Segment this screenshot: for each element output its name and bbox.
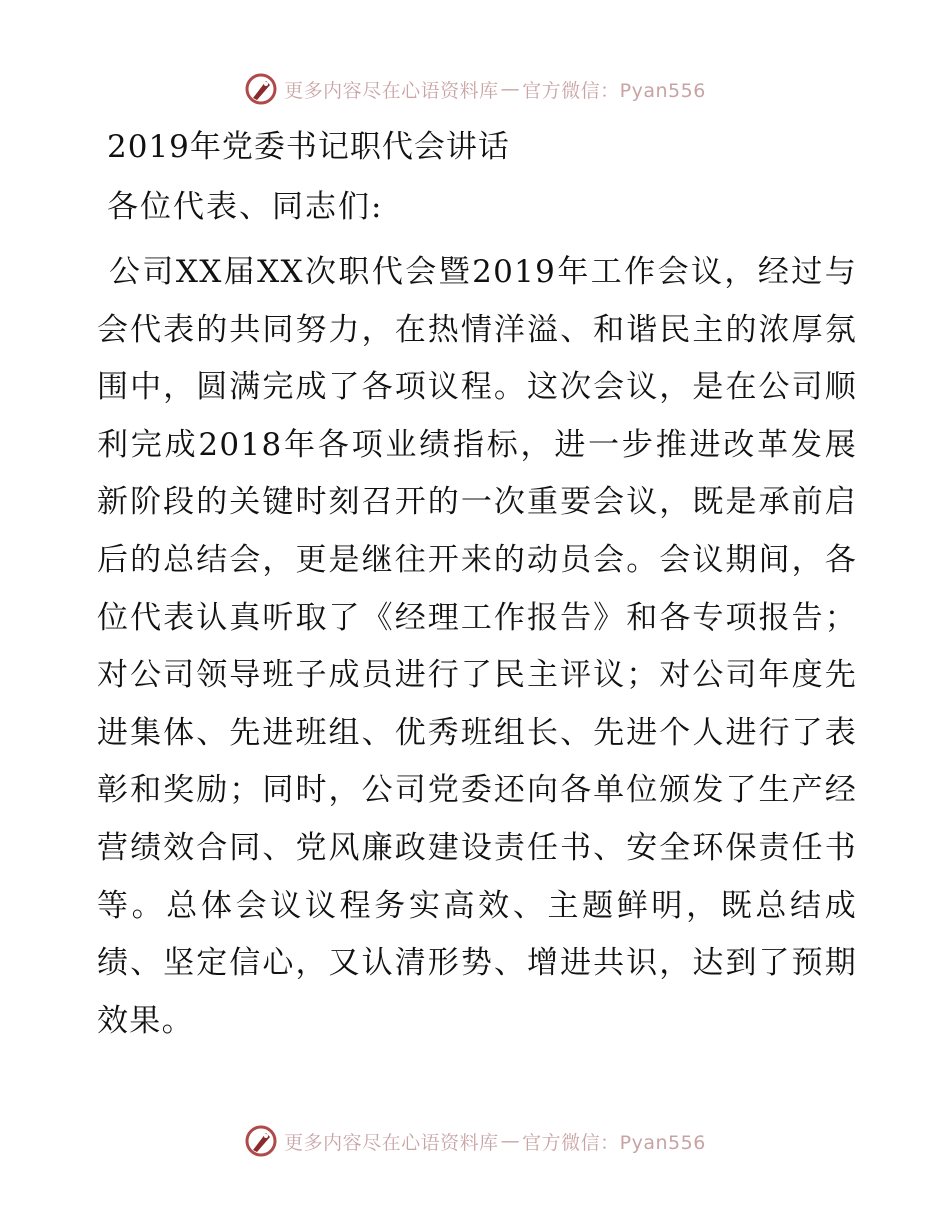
header-watermark xyxy=(0,72,950,106)
pen-nib-circle-icon xyxy=(244,1124,278,1158)
document-body xyxy=(97,124,857,1050)
pen-nib-circle-icon xyxy=(244,72,278,106)
greeting-line: 各位代表、同志们: xyxy=(107,189,384,225)
document-title: 2019年党委书记职代会讲话 xyxy=(107,129,510,165)
footer-watermark xyxy=(0,1124,950,1158)
body-paragraph: 公司XX届XX次职代会暨2019年工作会议，经过与会代表的共同努力，在热情洋溢、和谐民主的浓厚氛围中，圆满完成了各项议程。这次会议，是在公司顺利完成2018年各项业绩指标，进一步推进改革发展新阶段的关键时刻召开的一次重要会议，既是承前启后的总结会，更是继往开来的动员会。会议期间，各位代表认真听取了《经理工作报告》和各专项报告；对公司领导班子成员进行了民主评议；对公司年度先进集体、先进班组、优秀班组长、先进个人进行了表彰和奖励；同时，公司党委还向各单位颁发了生产经营绩效合同、党风廉政建设责任书、安全环保责任书等。总体会议议程务实高效、主题鲜明，既总结成绩、坚定信心，又认清形势、增进共识，达到了预期效果。 xyxy=(97,254,857,1039)
watermark-contact: 官方微信：Pyan556 xyxy=(522,79,706,102)
watermark-text: 更多内容尽在心语资料库 xyxy=(284,1131,499,1154)
watermark-contact: 官方微信：Pyan556 xyxy=(522,1131,706,1154)
watermark-separator: — xyxy=(500,1130,521,1152)
watermark-separator: — xyxy=(500,78,521,100)
watermark-text: 更多内容尽在心语资料库 xyxy=(284,79,499,102)
